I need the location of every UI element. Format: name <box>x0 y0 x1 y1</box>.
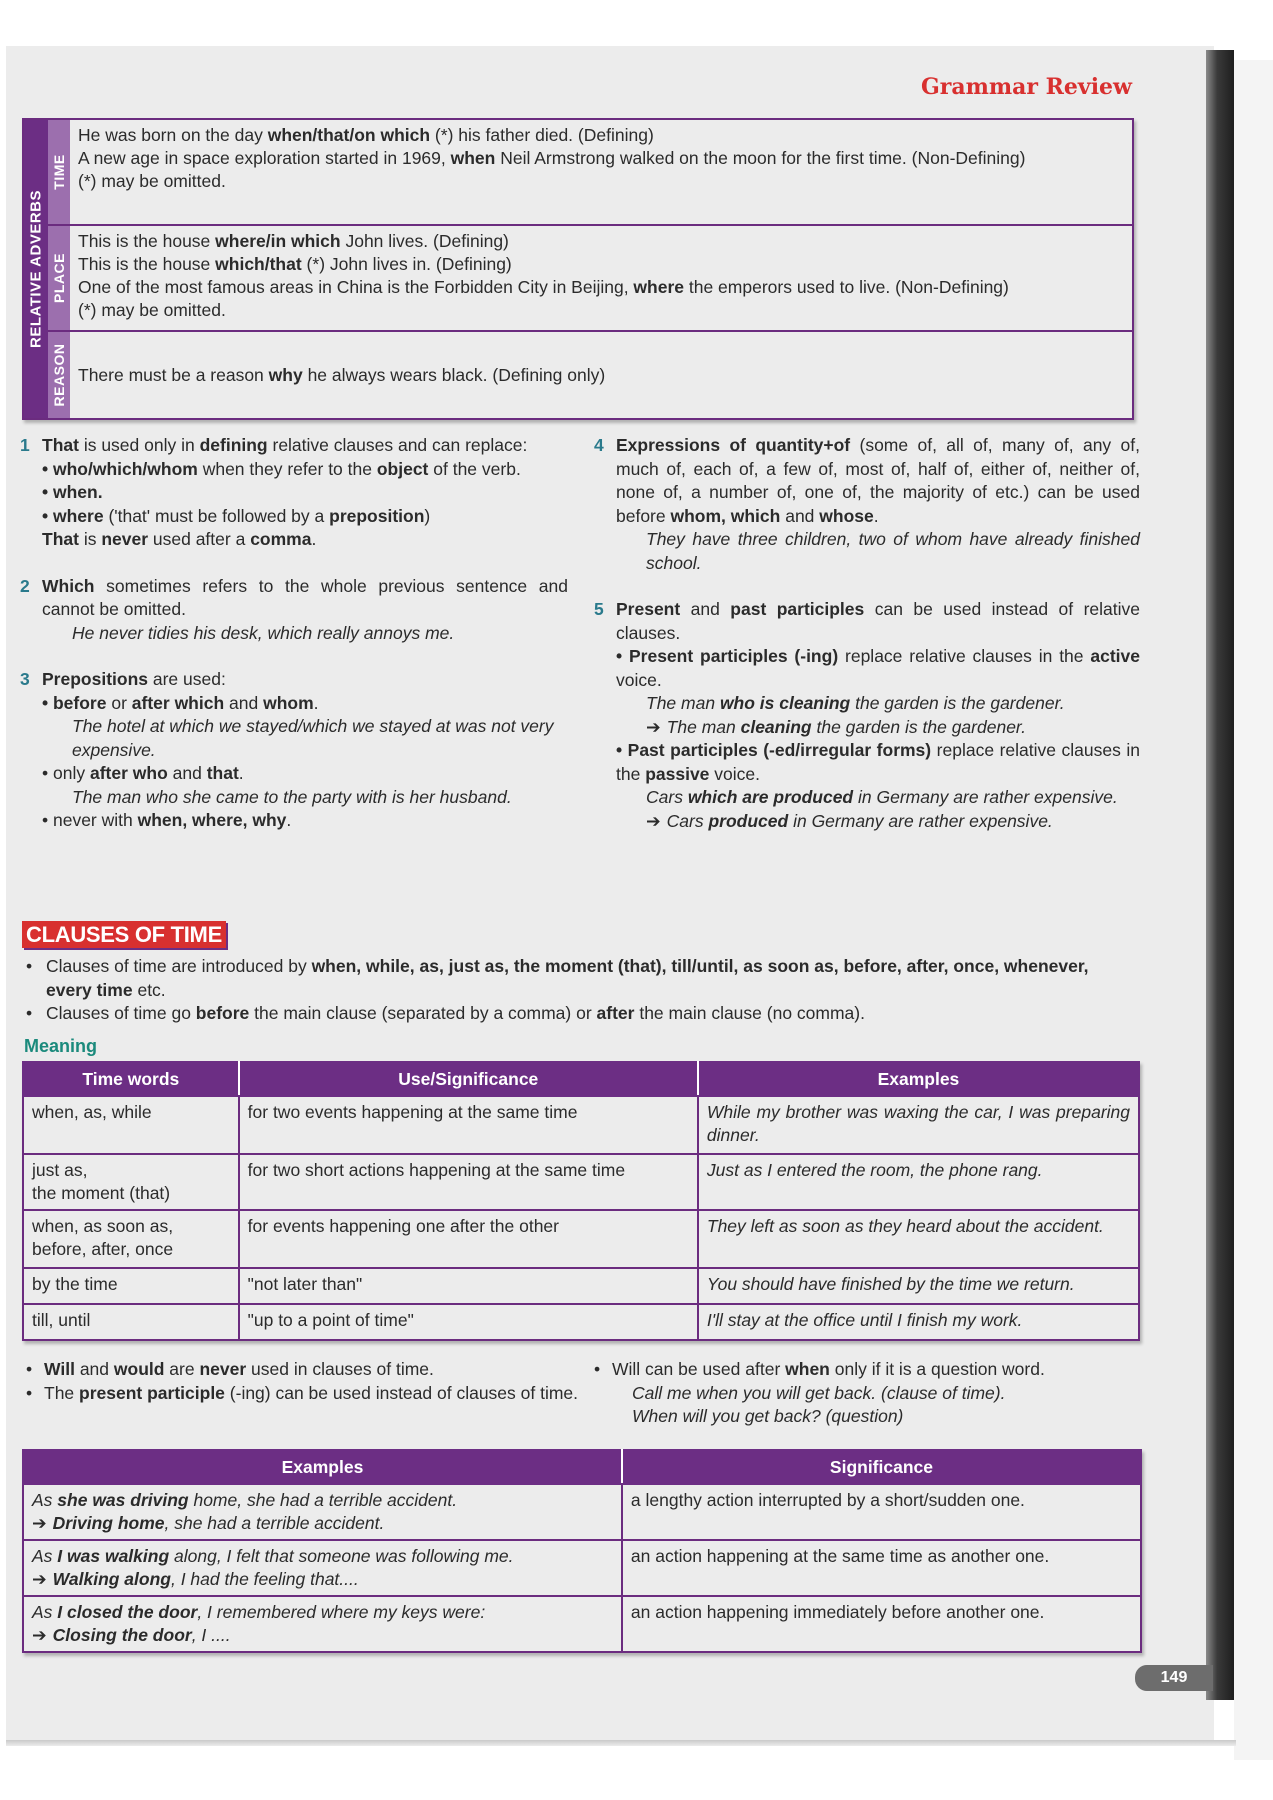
clauses-of-time-bullets: • Clauses of time are introduced by when, while, as, just as, the moment (that), till/until, as soon as, before, after, once, whenever, every time etc. • Clauses of time go before the main clause (separated by a comma) or after the main clause (no comma). <box>26 956 1089 1023</box>
arrow-icon: ➔ <box>32 1513 47 1533</box>
column-header: Time words <box>23 1062 239 1096</box>
relative-adverbs-table <box>22 118 1134 420</box>
section-title-clauses-of-time: CLAUSES OF TIME <box>22 921 226 948</box>
time-row <box>48 120 1132 226</box>
time-words-table <box>22 1061 1140 1341</box>
note-2: 2 Which sometimes refers to the whole previous sentence and cannot be omitted. He never tidies his desk, which really annoys me. <box>20 575 568 643</box>
column-header: Examples <box>23 1450 622 1484</box>
arrow-icon: ➔ <box>646 810 661 831</box>
table-header-row <box>23 1450 1141 1484</box>
arrow-icon: ➔ <box>32 1569 47 1589</box>
table-row: by the time "not later than" You should have finished by the time we return. <box>23 1268 1139 1304</box>
column-header: Significance <box>622 1450 1141 1484</box>
relative-adverbs-side-label: RELATIVE ADVERBS <box>24 120 48 418</box>
table-row: just as, the moment (that) for two short actions happening at the same time Just as I entered the room, the phone rang. <box>23 1154 1139 1210</box>
column-header: Use/Significance <box>239 1062 698 1096</box>
page-bottom-shadow <box>6 1740 1236 1746</box>
note-5: 5 Present and past participles can be used instead of relative clauses. • Present participles (-ing) replace relative clauses in the active voice. The man who is cleaning the garden is the gardener. ➔ The man cleaning the garden is the gardener. • Past participles (-ed/irregular forms) replace relative clauses in the passive voice. Cars which are produced in Germany are rather expensive. ➔ Cars produced in Germany are rather expensive. <box>594 599 1140 831</box>
book-edge <box>1234 60 1273 1760</box>
table-row: As I closed the door, I remembered where my keys were: ➔ Closing the door, I .... an action happening immediately before another one. <box>23 1596 1141 1652</box>
note-4: 4 Expressions of quantity+of (some of, all of, many of, any of, much of, each of, a few of, most of, half of, either of, neither of, none of, a number of, one of, the majority of etc.) can be used before whom, which and whose. They have three children, two of whom have already finished school. <box>594 435 1140 573</box>
table-row: till, until "up to a point of time" I'll stay at the office until I finish my work. <box>23 1304 1139 1340</box>
place-row <box>48 226 1132 332</box>
place-row-text: This is the house where/in which John lives. (Defining) This is the house which/that (*) John lives in. (Defining) One of the most famous areas in China is the Forbidden City in Beijing, where the emperors used to live. (Non-Defining) (*) may be omitted. <box>78 231 1009 320</box>
notes-right-column <box>594 434 1140 833</box>
table-row: As I was walking along, I felt that someone was following me. ➔ Walking along, I had the feeling that.... an action happening at the same time as another one. <box>23 1540 1141 1596</box>
reason-label: REASON <box>48 332 70 418</box>
arrow-icon: ➔ <box>32 1625 47 1645</box>
meaning-label: Meaning <box>24 1036 98 1056</box>
page-header-title: Grammar Review <box>920 74 1132 100</box>
time-row-text: He was born on the day when/that/on which (*) his father died. (Defining) A new age in space exploration started in 1969, when Neil Armstrong walked on the moon for the first time. (Non-Defining) (*) may be omitted. <box>78 125 1026 191</box>
table-row: when, as, while for two events happening at the same time While my brother was waxing the car, I was preparing dinner. <box>23 1096 1139 1154</box>
notes-left-column <box>20 434 568 833</box>
time-label: TIME <box>48 120 70 224</box>
note-3: 3 Prepositions are used: • before or after which and whom. The hotel at which we stayed/which we stayed at was not very expensive. • only after who and that. The man who she came to the party with is her husband. • never with when, where, why. <box>20 669 554 830</box>
place-label: PLACE <box>48 226 70 330</box>
note-1: 1 That is used only in defining relative clauses and can replace: • who/which/whom when they refer to the object of the verb. • when. • where ('that' must be followed by a preposition) That is never used after a comma. <box>20 435 528 549</box>
book-spine <box>1206 50 1234 1700</box>
lower-notes-right: • Will can be used after when only if it is a question word. Call me when you will get back. (clause of time). When will you get back? (question) <box>594 1359 1045 1426</box>
page-number: 149 <box>1135 1665 1213 1691</box>
table-row: As she was driving home, she had a terrible accident. ➔ Driving home, she had a terrible accident. a lengthy action interrupted by a short/sudden one. <box>23 1484 1141 1540</box>
reason-row-text: There must be a reason why he always wears black. (Defining only) <box>78 365 606 385</box>
participle-table <box>22 1449 1142 1653</box>
table-row: when, as soon as, before, after, once for events happening one after the other They left as soon as they heard about the accident. <box>23 1210 1139 1268</box>
lower-notes-left: • Will and would are never used in clauses of time. • The present participle (-ing) can be used instead of clauses of time. <box>26 1359 579 1403</box>
arrow-icon: ➔ <box>646 716 661 737</box>
reason-row <box>48 332 1132 418</box>
table-header-row <box>23 1062 1139 1096</box>
column-header: Examples <box>698 1062 1139 1096</box>
